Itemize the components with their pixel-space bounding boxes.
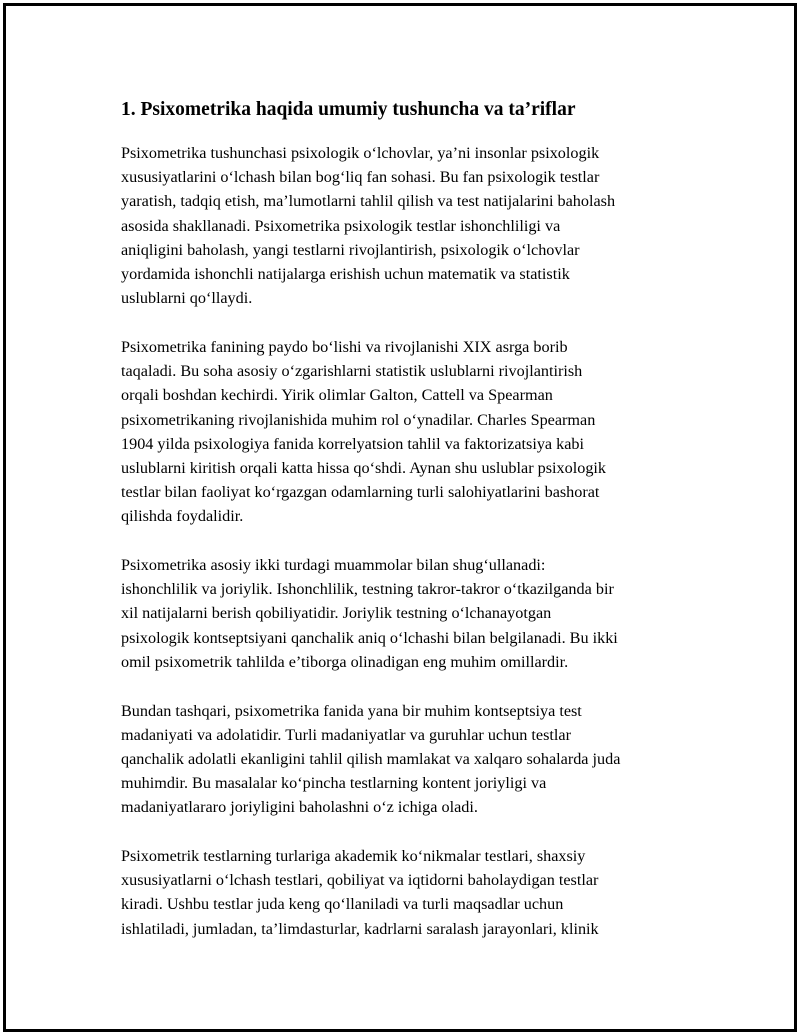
- paragraph: [121, 844, 681, 941]
- text-line: Psixometrik testlarning turlariga akademik koʻnikmalar testlari, shaxsiy: [121, 847, 586, 866]
- document-body: [121, 96, 681, 965]
- paragraph: [121, 553, 681, 674]
- text-line: ishonchlilik va joriylik. Ishonchlilik, testning takror-takror oʻtkazilganda bir: [121, 580, 614, 599]
- text-line: xil natijalarni berish qobiliyatidir. Joriylik testning oʻlchanayotgan: [121, 604, 552, 623]
- text-line: testlar bilan faoliyat koʻrgazgan odamlarning turli salohiyatlarini bashorat: [121, 483, 600, 502]
- text-line: psixometrikaning rivojlanishida muhim rol oʻynadilar. Charles Spearman: [121, 410, 596, 429]
- text-line: Psixometrika tushunchasi psixologik oʻlchovlar, ya’ni insonlar psixologik: [121, 144, 600, 162]
- text-line: aniqligini baholash, yangi testlarni rivojlantirish, psixologik oʻlchovlar: [121, 240, 580, 259]
- text-line: psixologik kontseptsiyani qanchalik aniq oʻlchashi bilan belgilanadi. Bu ikki: [121, 628, 618, 647]
- text-line: 1904 yilda psixologiya fanida korrelyatsion tahlil va faktorizatsiya kabi: [121, 434, 585, 453]
- paragraph: [121, 141, 681, 310]
- text-line: Psixometrika asosiy ikki turdagi muammolar bilan shugʻullanadi:: [121, 556, 546, 575]
- text-line: xususiyatlarini oʻlchash bilan bogʻliq fan sohasi. Bu fan psixologik testlar: [121, 168, 600, 187]
- paragraph: [121, 699, 681, 820]
- text-line: yordamida ishonchli natijalarga erishish uchun matematik va statistik: [121, 265, 570, 284]
- text-line: kiradi. Ushbu testlar juda keng qoʻllaniladi va turli maqsadlar uchun: [121, 895, 564, 914]
- section-heading: 1. Psixometrika haqida umumiy tushuncha va ta’riflar: [121, 99, 576, 120]
- text-line: qilishda foydalidir.: [121, 507, 244, 526]
- paragraph-list: [121, 141, 681, 941]
- text-line: qanchalik adolatli ekanligini tahlil qilish mamlakat va xalqaro sohalarda juda: [121, 749, 621, 768]
- text-line: yaratish, tadqiq etish, ma’lumotlarni tahlil qilish va test natijalarini baholash: [121, 192, 616, 211]
- text-line: taqaladi. Bu soha asosiy oʻzgarishlarni statistik uslublarni rivojlantirish: [121, 362, 583, 381]
- text-line: orqali boshdan kechirdi. Yirik olimlar Galton, Cattell va Spearman: [121, 386, 553, 405]
- text-line: omil psixometrik tahlilda e’tiborga olinadigan eng muhim omillardir.: [121, 652, 569, 671]
- text-line: xususiyatlarni oʻlchash testlari, qobiliyat va iqtidorni baholaydigan testlar: [121, 871, 599, 890]
- page-frame: [3, 3, 797, 1032]
- text-line: ishlatiladi, jumladan, ta’limdasturlar, kadrlarni saralash jarayonlari, klinik: [121, 919, 599, 938]
- text-line: uslublarni qoʻllaydi.: [121, 289, 253, 308]
- text-line: madaniyatlararo joriyligini baholashni oʻz ichiga oladi.: [121, 798, 478, 817]
- text-line: muhimdir. Bu masalalar koʻpincha testlarning kontent joriyligi va: [121, 774, 547, 793]
- text-line: Bundan tashqari, psixometrika fanida yana bir muhim kontseptsiya test: [121, 701, 582, 720]
- text-line: asosida shakllanadi. Psixometrika psixologik testlar ishonchliligi va: [121, 216, 561, 235]
- paragraph: [121, 335, 681, 529]
- text-line: uslublarni kiritish orqali katta hissa qoʻshdi. Aynan shu uslublar psixologik: [121, 458, 606, 477]
- text-line: Psixometrika fanining paydo boʻlishi va rivojlanishi XIX asrga borib: [121, 337, 568, 356]
- text-line: madaniyati va adolatidir. Turli madaniyatlar va guruhlar uchun testlar: [121, 725, 571, 744]
